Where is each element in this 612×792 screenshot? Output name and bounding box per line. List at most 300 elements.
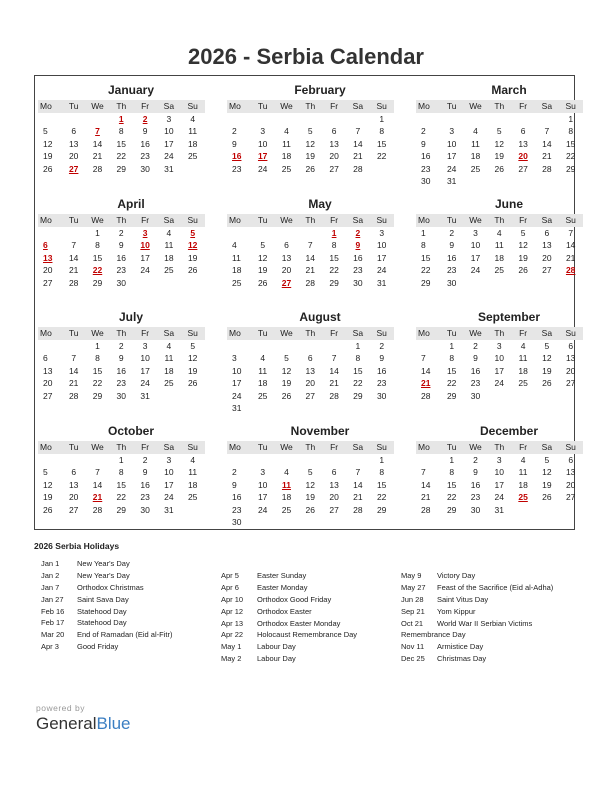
day-cell: 30	[421, 175, 431, 186]
month-label: November	[290, 424, 350, 438]
holiday-row	[401, 606, 553, 618]
day-cell: 11	[282, 138, 291, 149]
day-cell: 19	[43, 151, 53, 162]
day-cell: 17	[232, 378, 242, 389]
day-cell: 19	[542, 479, 552, 490]
day-cell: 9	[232, 479, 237, 490]
holiday-row	[401, 594, 553, 606]
weekday-header: Fr	[133, 441, 157, 454]
day-cell: 8	[331, 240, 337, 251]
empty-cell	[251, 340, 275, 352]
empty-cell	[38, 340, 62, 352]
weekday-header: Sa	[535, 100, 559, 113]
day-cell: 13	[565, 353, 576, 364]
day-cell: 26	[494, 163, 505, 174]
day-cell: 17	[164, 479, 174, 490]
weekday-header: Tu	[62, 441, 86, 454]
day-cell: 6	[307, 353, 313, 364]
day-cell: 24	[376, 265, 387, 276]
weekday-header: Mo	[416, 214, 440, 227]
holiday-row	[41, 641, 172, 653]
day-cell: 20	[43, 378, 53, 389]
weekday-header: Su	[559, 327, 583, 340]
holiday-date: Apr 5	[221, 571, 239, 580]
month-label: July	[118, 310, 143, 324]
day-cell: 15	[329, 252, 339, 263]
day-cell: 2	[232, 467, 237, 478]
weekday-header: Tu	[251, 100, 275, 113]
holiday-name: New Year's Day	[77, 559, 130, 568]
empty-cell	[275, 454, 299, 466]
day-cell: 28	[421, 390, 431, 401]
empty-cell	[275, 227, 299, 239]
day-cell: 30	[116, 390, 127, 401]
day-cell: 18	[518, 365, 528, 376]
day-cell: 14	[329, 365, 339, 376]
weekday-header: Su	[370, 441, 394, 454]
month-label: May	[308, 197, 332, 211]
day-cell: 22	[376, 492, 387, 503]
month-label: March	[491, 83, 527, 97]
day-cell: 4	[284, 126, 289, 137]
weekday-header: Th	[487, 441, 511, 454]
day-grid	[227, 100, 387, 175]
brand-general: General	[36, 714, 97, 733]
holiday-day-cell: 21	[421, 378, 431, 389]
holiday-name: Orthodox Easter	[257, 606, 312, 616]
holiday-day-cell: 21	[92, 492, 103, 503]
holiday-name: Orthodox Good Friday	[257, 594, 332, 604]
day-cell: 12	[542, 467, 552, 478]
day-cell: 2	[379, 341, 385, 351]
weekday-header: Sa	[346, 441, 370, 454]
day-cell: 18	[232, 265, 242, 276]
day-cell: 29	[116, 163, 127, 174]
holiday-row	[401, 618, 553, 630]
empty-cell	[322, 113, 346, 125]
day-cell: 21	[421, 492, 431, 503]
day-cell: 10	[376, 240, 387, 251]
day-cell: 2	[473, 455, 478, 465]
day-cell: 20	[68, 151, 79, 162]
day-cell: 1	[379, 114, 385, 124]
day-cell: 23	[116, 378, 127, 389]
day-cell: 24	[140, 265, 150, 276]
day-cell: 2	[449, 228, 455, 238]
day-cell: 12	[43, 138, 53, 149]
day-cell: 27	[565, 492, 576, 503]
holiday-name: Easter Sunday	[257, 571, 307, 580]
day-cell: 21	[92, 151, 103, 162]
day-cell: 21	[305, 265, 316, 276]
holiday-row	[401, 653, 553, 665]
day-cell: 25	[494, 265, 505, 276]
day-cell: 6	[284, 240, 289, 251]
day-cell: 18	[187, 138, 198, 149]
holiday-name: Good Friday	[77, 642, 119, 652]
day-cell: 31	[140, 390, 150, 401]
month-name	[416, 423, 576, 439]
holiday-date: Oct 21	[401, 618, 424, 628]
day-cell: 24	[164, 492, 174, 503]
day-cell: 1	[95, 341, 100, 351]
empty-cell	[275, 340, 299, 352]
weekday-header: Tu	[62, 214, 86, 227]
holiday-date: Jan 27	[41, 594, 64, 604]
day-cell: 2	[118, 228, 124, 238]
day-cell: 22	[92, 378, 103, 389]
day-cell: 15	[421, 252, 431, 263]
day-grid	[38, 214, 198, 289]
day-cell: 28	[421, 504, 431, 515]
holiday-date: Feb 17	[41, 618, 65, 628]
empty-cell	[511, 113, 535, 125]
day-cell: 31	[446, 175, 457, 186]
day-cell: 17	[494, 365, 505, 376]
day-cell: 18	[164, 365, 174, 376]
day-cell: 25	[470, 163, 481, 174]
day-cell: 26	[257, 277, 268, 288]
day-cell: 10	[257, 138, 268, 149]
day-cell: 18	[518, 479, 528, 490]
holiday-name: Victory Day	[437, 571, 476, 580]
weekday-header: Tu	[62, 100, 86, 113]
day-grid	[38, 100, 198, 175]
holiday-name: Easter Monday	[257, 582, 308, 592]
day-cell: 31	[494, 504, 505, 515]
month-label: April	[117, 197, 145, 211]
day-cell: 9	[449, 240, 455, 251]
day-cell: 13	[68, 138, 79, 149]
day-cell: 24	[140, 378, 150, 389]
day-cell: 16	[140, 479, 150, 490]
day-cell: 24	[232, 390, 242, 401]
day-cell: 6	[568, 455, 574, 465]
day-cell: 18	[281, 492, 292, 503]
day-cell: 16	[232, 492, 242, 503]
weekday-header: Sa	[346, 327, 370, 340]
day-cell: 27	[43, 390, 53, 401]
holiday-name: Christmas Day	[437, 654, 487, 664]
day-cell: 8	[568, 126, 574, 137]
weekday-header: Mo	[227, 327, 251, 340]
empty-cell	[227, 340, 251, 352]
day-cell: 31	[164, 504, 174, 515]
day-cell: 10	[232, 365, 242, 376]
holiday-day-cell: 7	[95, 126, 100, 137]
day-cell: 23	[421, 163, 431, 174]
day-cell: 9	[473, 467, 478, 478]
day-cell: 20	[305, 378, 316, 389]
day-cell: 26	[187, 265, 198, 276]
weekday-header: We	[86, 214, 110, 227]
day-cell: 29	[421, 277, 431, 288]
day-cell: 23	[140, 151, 150, 162]
day-cell: 2	[118, 341, 124, 351]
day-cell: 4	[232, 240, 237, 251]
month-july	[38, 309, 198, 402]
day-cell: 12	[305, 479, 316, 490]
day-cell: 29	[116, 504, 127, 515]
day-cell: 4	[260, 353, 266, 364]
weekday-header: Su	[181, 441, 205, 454]
month-label: December	[479, 424, 539, 438]
holiday-name: New Year's Day	[77, 570, 130, 580]
day-cell: 5	[284, 353, 289, 364]
day-cell: 5	[190, 341, 196, 351]
day-cell: 26	[43, 163, 53, 174]
holiday-date: Jan 1	[41, 559, 60, 568]
day-cell: 29	[376, 504, 387, 515]
holiday-name: End of Ramadan (Eid al-Fitr)	[77, 630, 173, 640]
day-cell: 5	[520, 228, 526, 238]
day-cell: 17	[376, 252, 387, 263]
empty-cell	[86, 113, 110, 125]
weekday-header: Su	[181, 100, 205, 113]
holiday-name: Saint Sava Day	[77, 594, 129, 604]
holiday-name: Holocaust Remembrance Day	[257, 630, 358, 640]
weekday-header: Th	[487, 100, 511, 113]
day-cell: 14	[421, 365, 431, 376]
month-label: October	[107, 424, 154, 438]
day-cell: 15	[376, 138, 387, 149]
day-cell: 19	[542, 365, 552, 376]
holiday-name: Orthodox Easter Monday	[257, 618, 341, 628]
day-cell: 7	[71, 353, 77, 364]
day-cell: 10	[140, 353, 150, 364]
day-cell: 8	[95, 240, 100, 251]
holiday-day-cell: 17	[257, 151, 268, 162]
weekday-header: Th	[298, 214, 322, 227]
empty-cell	[62, 227, 86, 239]
holiday-date: Apr 22	[221, 630, 244, 640]
day-cell: 23	[470, 378, 481, 389]
weekday-header: Mo	[38, 327, 62, 340]
day-cell: 10	[164, 126, 174, 137]
weekday-header: Th	[109, 441, 133, 454]
day-cell: 27	[329, 163, 339, 174]
month-may	[227, 196, 387, 289]
day-cell: 7	[544, 126, 550, 137]
holiday-day-cell: 11	[281, 479, 291, 490]
weekday-header: We	[464, 327, 488, 340]
day-cell: 8	[355, 353, 361, 364]
day-grid	[38, 327, 198, 402]
day-cell: 28	[542, 163, 552, 174]
day-cell: 10	[494, 353, 505, 364]
empty-cell	[298, 340, 322, 352]
day-cell: 3	[496, 341, 502, 351]
day-cell: 5	[43, 126, 48, 137]
weekday-header: Th	[109, 214, 133, 227]
weekday-header: We	[86, 327, 110, 340]
day-cell: 16	[376, 365, 387, 376]
day-cell: 9	[421, 138, 426, 149]
day-cell: 13	[565, 467, 576, 478]
day-cell: 29	[353, 390, 363, 401]
day-cell: 3	[260, 126, 266, 137]
weekday-header: Sa	[157, 214, 181, 227]
day-cell: 22	[446, 378, 457, 389]
holiday-name: Labour Day	[257, 642, 296, 652]
day-cell: 12	[305, 138, 316, 149]
day-cell: 5	[544, 455, 550, 465]
day-cell: 9	[142, 126, 148, 137]
holiday-date: Apr 3	[41, 642, 59, 652]
holiday-column	[41, 558, 172, 653]
day-cell: 6	[331, 467, 337, 478]
holiday-date: May 27	[401, 582, 426, 592]
day-cell: 29	[92, 390, 103, 401]
month-february	[227, 82, 387, 175]
day-cell: 15	[92, 252, 103, 263]
holiday-day-cell: 2	[355, 228, 361, 238]
day-cell: 15	[92, 365, 103, 376]
day-cell: 18	[494, 252, 505, 263]
holiday-column	[221, 570, 357, 665]
day-grid	[227, 327, 387, 414]
weekday-header: Su	[181, 214, 205, 227]
day-cell: 20	[281, 265, 292, 276]
day-cell: 22	[353, 378, 363, 389]
weekday-header: Mo	[38, 214, 62, 227]
day-cell: 8	[118, 126, 124, 137]
weekday-header: Su	[370, 214, 394, 227]
day-cell: 4	[190, 455, 196, 465]
holiday-name: Orthodox Christmas	[77, 582, 144, 592]
day-cell: 15	[353, 365, 363, 376]
brand-blue: Blue	[96, 714, 131, 733]
weekday-header: Th	[298, 327, 322, 340]
day-cell: 22	[376, 151, 387, 162]
day-cell: 10	[470, 240, 481, 251]
page-title: 2026 - Serbia Calendar	[187, 44, 424, 69]
brand-logo	[36, 714, 131, 734]
weekday-header: Fr	[133, 214, 157, 227]
holiday-day-cell: 25	[518, 492, 528, 503]
day-cell: 8	[95, 353, 100, 364]
weekday-header: Tu	[440, 327, 464, 340]
day-cell: 24	[446, 163, 457, 174]
month-name	[416, 196, 576, 212]
weekday-header: We	[464, 441, 488, 454]
day-cell: 15	[116, 479, 127, 490]
day-cell: 17	[257, 492, 268, 503]
day-cell: 19	[305, 151, 316, 162]
weekday-header: Sa	[535, 214, 559, 227]
day-cell: 18	[187, 479, 198, 490]
holiday-day-cell: 3	[142, 228, 148, 238]
weekday-header: We	[86, 441, 110, 454]
empty-cell	[346, 454, 370, 466]
day-cell: 30	[116, 277, 127, 288]
month-august	[227, 309, 387, 414]
holiday-day-cell: 28	[565, 265, 576, 276]
holiday-row	[221, 653, 357, 665]
weekday-header: Fr	[322, 327, 346, 340]
day-cell: 18	[470, 151, 481, 162]
day-cell: 4	[166, 228, 172, 238]
month-name	[38, 82, 198, 98]
weekday-header: Th	[109, 327, 133, 340]
weekday-header: We	[464, 214, 488, 227]
day-cell: 2	[232, 126, 237, 137]
footer	[36, 703, 131, 734]
holiday-name: Saint Vitus Day	[437, 594, 489, 604]
weekday-header: Tu	[440, 100, 464, 113]
day-cell: 27	[43, 277, 53, 288]
holiday-name: World War II Serbian Victims	[437, 618, 533, 628]
day-cell: 30	[232, 516, 242, 527]
day-cell: 22	[565, 151, 576, 162]
weekday-header: Fr	[133, 327, 157, 340]
holiday-row	[401, 629, 553, 641]
day-cell: 30	[140, 504, 150, 515]
empty-cell	[487, 113, 511, 125]
day-cell: 28	[68, 277, 79, 288]
day-cell: 15	[376, 479, 387, 490]
weekday-header: Fr	[322, 100, 346, 113]
day-cell: 23	[353, 265, 363, 276]
day-cell: 24	[494, 492, 505, 503]
day-cell: 21	[68, 265, 79, 276]
month-label: August	[299, 310, 341, 324]
day-cell: 5	[307, 126, 313, 137]
day-cell: 7	[568, 228, 574, 238]
weekday-header: Fr	[322, 214, 346, 227]
holiday-day-cell: 6	[43, 240, 48, 251]
day-cell: 16	[470, 479, 481, 490]
day-cell: 28	[329, 390, 339, 401]
weekday-header: Sa	[535, 441, 559, 454]
day-cell: 11	[164, 240, 174, 251]
day-cell: 20	[329, 151, 339, 162]
weekday-header: Fr	[511, 214, 535, 227]
empty-cell	[322, 454, 346, 466]
weekday-header: Su	[181, 327, 205, 340]
day-cell: 27	[565, 378, 576, 389]
day-cell: 6	[71, 126, 77, 137]
day-cell: 1	[449, 341, 455, 351]
day-cell: 12	[43, 479, 53, 490]
weekday-header: Mo	[38, 100, 62, 113]
day-cell: 3	[232, 353, 237, 364]
weekday-header: Su	[559, 100, 583, 113]
day-cell: 3	[379, 228, 385, 238]
day-cell: 26	[43, 504, 53, 515]
day-cell: 15	[446, 479, 457, 490]
weekday-header: Sa	[157, 327, 181, 340]
weekday-header: Sa	[535, 327, 559, 340]
day-cell: 16	[116, 252, 127, 263]
day-grid	[416, 327, 576, 402]
weekday-header: Sa	[157, 100, 181, 113]
day-cell: 1	[118, 455, 124, 465]
empty-cell	[62, 340, 86, 352]
weekday-header: Mo	[38, 441, 62, 454]
day-cell: 11	[258, 365, 268, 376]
holiday-day-cell: 1	[118, 114, 124, 124]
month-name	[227, 196, 387, 212]
month-march	[416, 82, 576, 187]
holiday-row	[221, 594, 357, 606]
day-cell: 27	[329, 504, 339, 515]
day-cell: 7	[95, 467, 100, 478]
day-cell: 30	[470, 390, 481, 401]
day-cell: 1	[379, 455, 385, 465]
weekday-header: Su	[559, 214, 583, 227]
day-cell: 14	[421, 479, 431, 490]
